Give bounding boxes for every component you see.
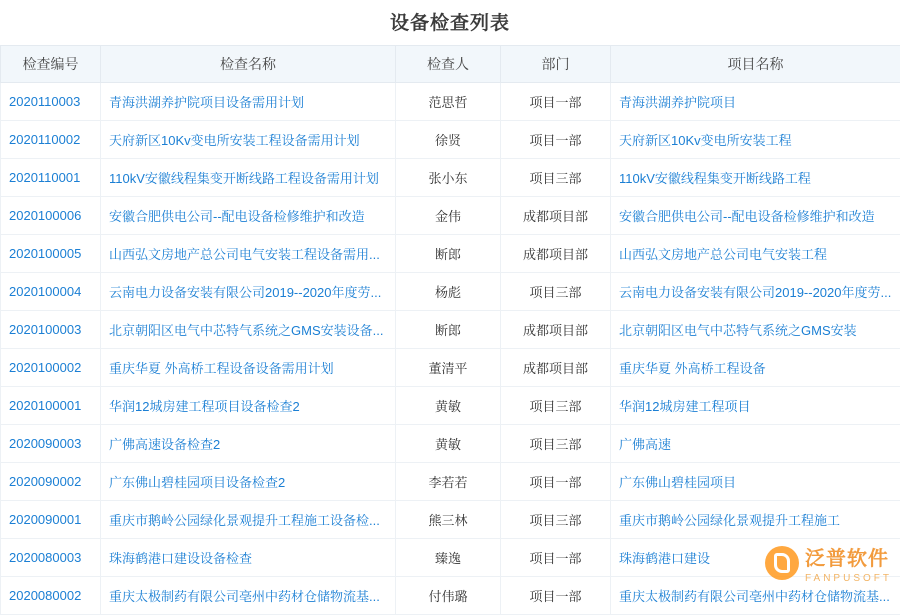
cell-name[interactable]: 天府新区10Kv变电所安装工程设备需用计划 [101, 121, 396, 159]
cell-name[interactable]: 广东佛山碧桂园项目设备检查2 [101, 463, 396, 501]
cell-name[interactable]: 重庆市鹅岭公园绿化景观提升工程施工设备检... [101, 501, 396, 539]
cell-project[interactable]: 青海洪湖养护院项目 [611, 83, 900, 121]
cell-name[interactable]: 重庆华夏 外高桥工程设备设备需用计划 [101, 349, 396, 387]
cell-person: 黄敏 [396, 387, 501, 425]
cell-project[interactable]: 安徽合肥供电公司--配电设备检修维护和改造 [611, 197, 900, 235]
cell-code[interactable]: 2020100002 [1, 349, 101, 387]
cell-project[interactable]: 北京朝阳区电气中芯特气系统之GMS安装 [611, 311, 900, 349]
cell-person: 臻逸 [396, 539, 501, 577]
table-row[interactable] [1, 311, 900, 349]
cell-code[interactable]: 2020080002 [1, 577, 101, 615]
cell-dept: 项目一部 [501, 83, 611, 121]
cell-person: 断郎 [396, 235, 501, 273]
column-header-dept[interactable]: 部门 [501, 46, 611, 83]
cell-project[interactable]: 天府新区10Kv变电所安装工程 [611, 121, 900, 159]
cell-code[interactable]: 2020100005 [1, 235, 101, 273]
cell-project[interactable]: 重庆华夏 外高桥工程设备 [611, 349, 900, 387]
cell-name[interactable]: 110kV安徽线程集变开断线路工程设备需用计划 [101, 159, 396, 197]
cell-code[interactable]: 2020080003 [1, 539, 101, 577]
cell-dept: 项目一部 [501, 121, 611, 159]
table-row[interactable] [1, 425, 900, 463]
cell-code[interactable]: 2020100004 [1, 273, 101, 311]
column-header-name[interactable]: 检查名称 [101, 46, 396, 83]
column-header-person[interactable]: 检查人 [396, 46, 501, 83]
cell-project[interactable]: 珠海鹤港口建设 [611, 539, 900, 577]
cell-code[interactable]: 2020090001 [1, 501, 101, 539]
cell-dept: 成都项目部 [501, 197, 611, 235]
table-row[interactable] [1, 539, 900, 577]
column-header-code[interactable]: 检查编号 [1, 46, 101, 83]
table-row[interactable] [1, 121, 900, 159]
cell-dept: 项目三部 [501, 273, 611, 311]
cell-person: 董清平 [396, 349, 501, 387]
cell-project[interactable]: 重庆太极制药有限公司亳州中药材仓储物流基... [611, 577, 900, 615]
cell-person: 范思哲 [396, 83, 501, 121]
cell-person: 付伟璐 [396, 577, 501, 615]
table-row[interactable] [1, 197, 900, 235]
cell-person: 徐贤 [396, 121, 501, 159]
cell-code[interactable]: 2020110001 [1, 159, 101, 197]
column-header-project[interactable]: 项目名称 [611, 46, 900, 83]
cell-name[interactable]: 安徽合肥供电公司--配电设备检修维护和改造 [101, 197, 396, 235]
cell-name[interactable]: 珠海鹤港口建设设备检查 [101, 539, 396, 577]
table-row[interactable] [1, 463, 900, 501]
table-header-row [1, 46, 900, 83]
cell-project[interactable]: 广东佛山碧桂园项目 [611, 463, 900, 501]
cell-project[interactable]: 云南电力设备安装有限公司2019--2020年度劳... [611, 273, 900, 311]
cell-code[interactable]: 2020090002 [1, 463, 101, 501]
cell-code[interactable]: 2020100003 [1, 311, 101, 349]
table-row[interactable] [1, 349, 900, 387]
cell-person: 杨彪 [396, 273, 501, 311]
cell-dept: 项目三部 [501, 425, 611, 463]
cell-dept: 成都项目部 [501, 235, 611, 273]
cell-project[interactable]: 山西弘文房地产总公司电气安装工程 [611, 235, 900, 273]
cell-code[interactable]: 2020090003 [1, 425, 101, 463]
cell-code[interactable]: 2020110002 [1, 121, 101, 159]
cell-dept: 项目一部 [501, 463, 611, 501]
cell-name[interactable]: 山西弘文房地产总公司电气安装工程设备需用... [101, 235, 396, 273]
table-row[interactable] [1, 83, 900, 121]
cell-dept: 项目三部 [501, 387, 611, 425]
cell-person: 金伟 [396, 197, 501, 235]
cell-code[interactable]: 2020100006 [1, 197, 101, 235]
cell-code[interactable]: 2020100001 [1, 387, 101, 425]
cell-dept: 项目一部 [501, 539, 611, 577]
equipment-inspection-table [0, 45, 900, 615]
cell-project[interactable]: 广佛高速 [611, 425, 900, 463]
cell-dept: 成都项目部 [501, 311, 611, 349]
cell-person: 断郎 [396, 311, 501, 349]
brand-name: 泛普软件 [805, 542, 892, 571]
cell-name[interactable]: 青海洪湖养护院项目设备需用计划 [101, 83, 396, 121]
cell-dept: 项目一部 [501, 577, 611, 615]
table-row[interactable] [1, 273, 900, 311]
cell-project[interactable]: 重庆市鹅岭公园绿化景观提升工程施工 [611, 501, 900, 539]
table-row[interactable] [1, 577, 900, 615]
cell-person: 张小东 [396, 159, 501, 197]
cell-name[interactable]: 重庆太极制药有限公司亳州中药材仓储物流基... [101, 577, 396, 615]
table-row[interactable] [1, 387, 900, 425]
table-body [1, 83, 900, 615]
table-row[interactable] [1, 235, 900, 273]
brand-sub: FANPUSOFT [805, 573, 892, 584]
cell-project[interactable]: 华润12城房建工程项目 [611, 387, 900, 425]
cell-person: 熊三林 [396, 501, 501, 539]
cell-person: 黄敏 [396, 425, 501, 463]
table-row[interactable] [1, 501, 900, 539]
cell-code[interactable]: 2020110003 [1, 83, 101, 121]
cell-name[interactable]: 华润12城房建工程项目设备检查2 [101, 387, 396, 425]
cell-project[interactable]: 110kV安徽线程集变开断线路工程 [611, 159, 900, 197]
cell-name[interactable]: 云南电力设备安装有限公司2019--2020年度劳... [101, 273, 396, 311]
cell-dept: 项目三部 [501, 501, 611, 539]
cell-person: 李若若 [396, 463, 501, 501]
cell-name[interactable]: 北京朝阳区电气中芯特气系统之GMS安装设备... [101, 311, 396, 349]
table-row[interactable] [1, 159, 900, 197]
cell-dept: 成都项目部 [501, 349, 611, 387]
page-title: 设备检查列表 [0, 0, 900, 45]
cell-name[interactable]: 广佛高速设备检查2 [101, 425, 396, 463]
cell-dept: 项目三部 [501, 159, 611, 197]
